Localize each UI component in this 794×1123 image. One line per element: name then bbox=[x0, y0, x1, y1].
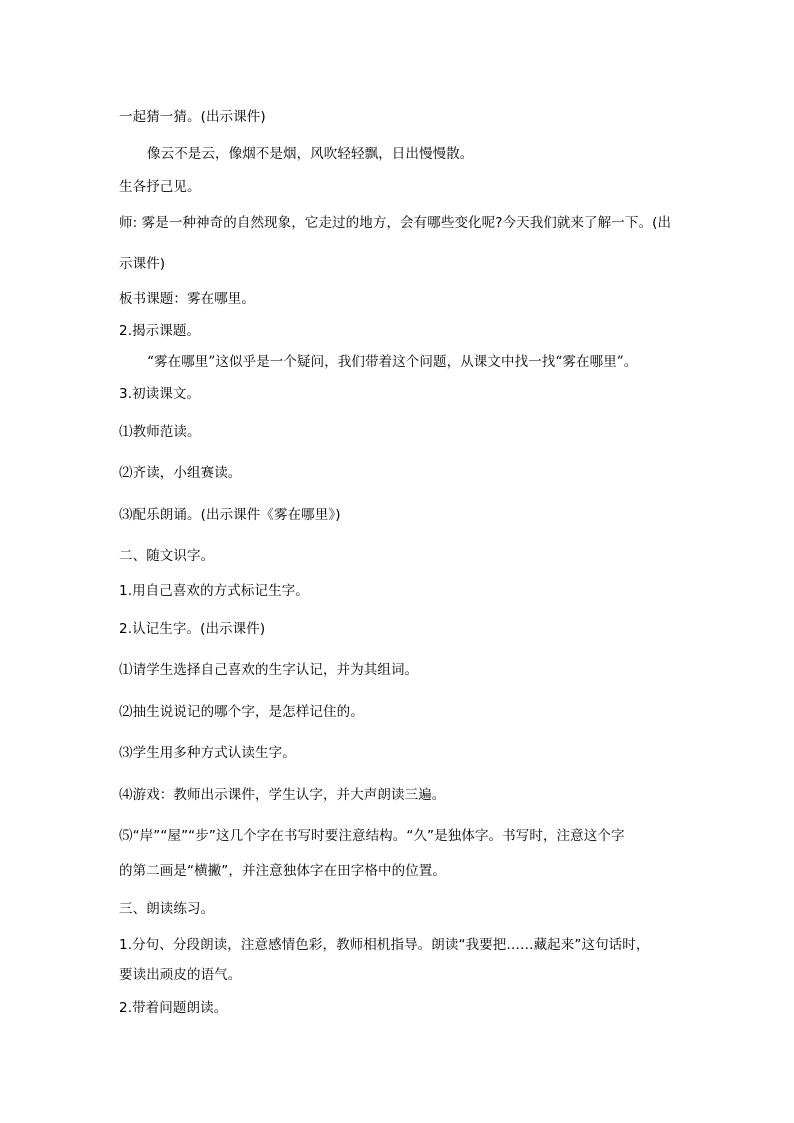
section-heading: 二、随文识字。 bbox=[119, 548, 215, 564]
text-line: 的第二画是“横撇”，并注意独体字在田字格中的位置。 bbox=[119, 863, 446, 879]
text-line: “雾在哪里”这似乎是一个疑问，我们带着这个问题，从课文中找一找“雾在哪里”。 bbox=[147, 354, 638, 370]
text-line: 生各抒己见。 bbox=[119, 179, 201, 195]
board-title-line: 板书课题：雾在哪里。 bbox=[119, 291, 255, 307]
list-item: ⑷游戏：教师出示课件，学生认字，并大声朗读三遍。 bbox=[119, 787, 446, 803]
text-line: 一起猜一猜。(出示课件) bbox=[119, 109, 266, 125]
step-heading: 1.分句、分段朗读，注意感情色彩，教师相机指导。朗读“我要把……藏起来”这句话时， bbox=[119, 937, 650, 953]
riddle-line: 像云不是云，像烟不是烟，风吹轻轻飘，日出慢慢散。 bbox=[147, 146, 474, 162]
step-heading: 2.认记生字。(出示课件) bbox=[119, 621, 266, 637]
list-item: ⑸“岸”“屋”“步”这几个字在书写时要注意结构。“久”是独体字。书写时，注意这个字 bbox=[119, 828, 625, 844]
step-heading: 2.带着问题朗读。 bbox=[119, 1000, 228, 1016]
list-item: ⑶学生用多种方式认读生字。 bbox=[119, 745, 296, 761]
list-item: ⑴教师范读。 bbox=[119, 424, 201, 440]
list-item: ⑵齐读，小组赛读。 bbox=[119, 465, 242, 481]
text-line: 示课件) bbox=[119, 256, 166, 272]
text-line: 要读出顽皮的语气。 bbox=[119, 967, 242, 983]
step-heading: 3.初读课文。 bbox=[119, 386, 201, 402]
section-heading: 三、朗读练习。 bbox=[119, 901, 215, 917]
text-line: 师: 雾是一种神奇的自然现象，它走过的地方，会有哪些变化呢?今天我们就来了解一下。(出 bbox=[119, 215, 672, 231]
list-item: ⑶配乐朗诵。(出示课件《雾在哪里》) bbox=[119, 507, 341, 523]
list-item: ⑵抽生说说记的哪个字，是怎样记住的。 bbox=[119, 704, 364, 720]
step-heading: 2.揭示课题。 bbox=[119, 323, 201, 339]
list-item: ⑴请学生选择自己喜欢的生字认记，并为其组词。 bbox=[119, 662, 419, 678]
step-heading: 1.用自己喜欢的方式标记生字。 bbox=[119, 583, 309, 599]
